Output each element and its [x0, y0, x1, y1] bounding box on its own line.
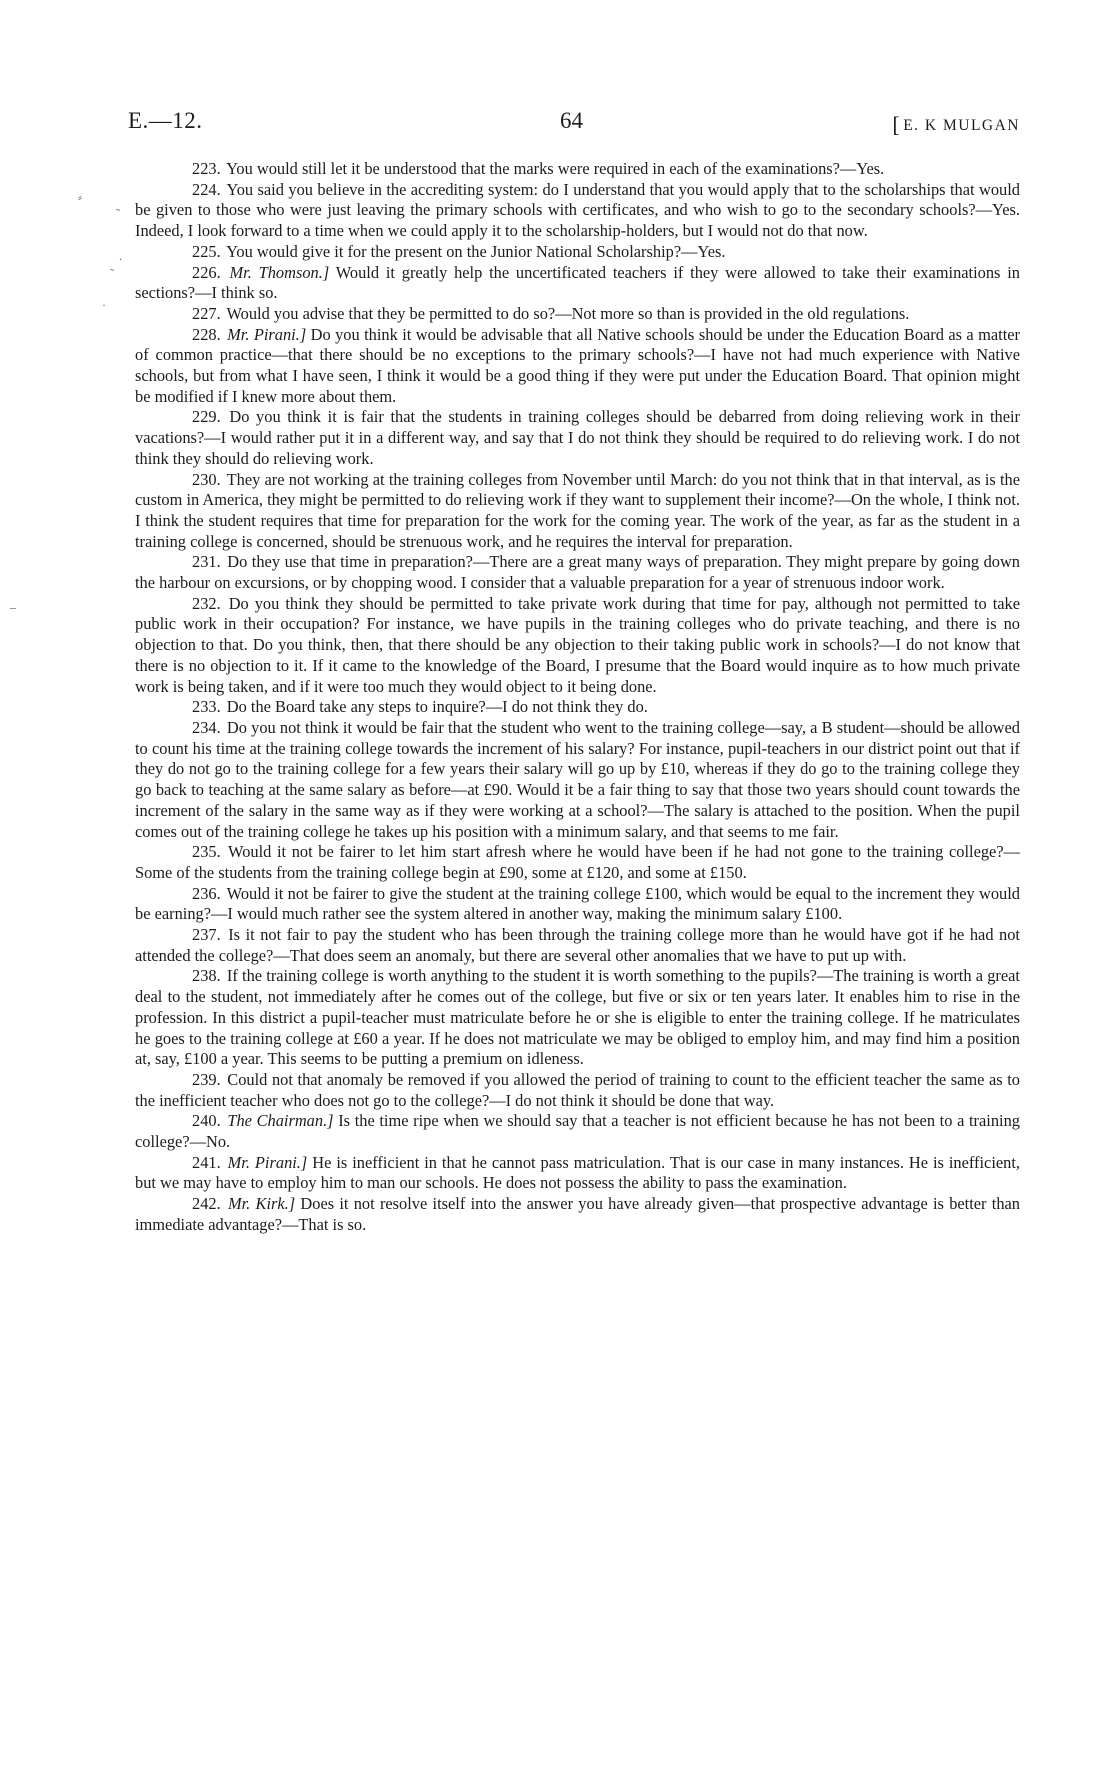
question-text: You would still let it be understood that the marks were required in each of the examinations?—Yes. [226, 159, 885, 178]
margin-mark: . [119, 249, 122, 263]
question-text: Do the Board take any steps to inquire?—I do not think they do. [226, 697, 648, 717]
question-text: Would it greatly help the uncertificated teachers if they were allowed to take their examinations in sections?—I think so. [135, 262, 1020, 303]
question-text: Would it not be fairer to give the student at the training college £100, which would be equal to the increment they would be earning?—I would much rather see the system altered in another way, making the minimum salary £100. [135, 883, 1020, 924]
speaker-label: Mr. Pirani.] [227, 1152, 308, 1172]
witness-name [892, 112, 1020, 138]
question-text: Does it not resolve itself into the answer you have already given—that prospective advantage is better than immediate advantage?—That is so. [135, 1194, 1020, 1234]
question-paragraph [135, 325, 1020, 408]
question-number: 231. [192, 552, 221, 572]
question-text: He is inefficient in that he cannot pass matriculation. That is our case in many instances. He is inefficient, but we may have to employ him to man our schools. He does not possess the ability to pass the examination. [135, 1152, 1021, 1193]
question-text: Do you think it is fair that the students in training colleges should be debarred from doing relieving work in their vacations?—I would rather put it in a different way, and say that I do not think they should be required to do relieving work. I do not think they should do relieving work. [135, 407, 1020, 468]
question-paragraph [135, 842, 1020, 883]
question-text: Is the time ripe when we should say that a teacher is not efficient because he has not been to a training college?—No. [135, 1111, 1020, 1152]
speaker-label: Mr. Pirani.] [227, 324, 307, 344]
margin-mark: ˜ [116, 206, 120, 220]
page-header [128, 108, 1020, 140]
question-text: Do you think they should be permitted to take private work during that time for pay, although not permitted to take public work in their occupation? For instance, we have pupils in the training colleges who do private teaching, and there is no objection to that. Do you think, then, that there should be any objection to their taking public work in schools?—I do not know that there is no objection to it. If it came to the knowledge of the Board, I presume that the Board would inquire as to how much private work is being taken, and if it were too much they would object to it being done. [135, 593, 1020, 696]
margin-mark: ⸗ [78, 190, 82, 204]
question-text: You said you believe in the accrediting system: do I understand that you would apply that to the scholarships that would be given to those who were just leaving the primary schools with certificates, and who wish to go to the secondary schools?—Yes. Indeed, I look forward to a time when we could apply it to the scholarship-holders, but I would not do that now. [135, 179, 1020, 241]
question-text: Would it not be fairer to let him start afresh where he would have been if he had not gone to the training college?—Some of the students from the training college begin at £90, some at £120, and some at £150. [135, 842, 1020, 882]
question-text: Do they use that time in preparation?—There are a great many ways of preparation. They might prepare by going down the harbour on excursions, or by chopping wood. I consider that a valuable preparation for a year of strenuous indoor work. [135, 552, 1020, 593]
speaker-label: Mr. Thomson.] [229, 262, 330, 282]
question-text: You would give it for the present on the Junior National Scholarship?—Yes. [226, 241, 726, 261]
question-number: 230. [192, 469, 221, 489]
question-number: 225. [192, 241, 221, 261]
question-number: 226. [192, 262, 221, 282]
question-number: 229. [192, 407, 221, 427]
question-number: 223. [192, 159, 221, 178]
question-paragraph [135, 1111, 1020, 1152]
question-paragraph [135, 718, 1020, 842]
question-paragraph [135, 1070, 1020, 1111]
question-number: 238. [192, 966, 221, 986]
question-paragraph [135, 552, 1020, 593]
question-number: 233. [192, 697, 221, 717]
question-number: 241. [192, 1152, 221, 1172]
question-text: Do you not think it would be fair that the student who went to the training college—say, a B student—should be allowed to count his time at the training college towards the increment of his salary? For instance, pupil-teachers in our district point out that if they do not go to the training college for a few years their salary will go up by £10, whereas if they do go to the training college they go back to teaching at the same salary as before—at £90. Would it be a fair thing to say that those two years should count towards the increment of the salary in the same way as if they were working at a school?—The salary is attached to the position. When the pupil comes out of the training college he takes up his position with a minimum salary, and that seems to me fair. [135, 717, 1020, 841]
question-text: Is it not fair to pay the student who has been through the training college more than he would have got if he had not attended the college?—That does seem an anomaly, but there are several other anomalies that we have to put up with. [135, 925, 1020, 965]
question-text: Do you think it would be advisable that all Native schools should be under the Education Board as a matter of common practice—that there should be no exceptions to the primary schools?—I have not had much experience with Native schools, but from what I have seen, I think it would be a good thing if they were put under the Education Board. That opinion might be modified if I knew more about them. [135, 324, 1020, 406]
question-number: 224. [192, 179, 221, 199]
question-text: They are not working at the training colleges from November until March: do you not think that in that interval, as is the custom in America, they might be permitted to do relieving work if they want to supplement their income?—On the whole, I think not. I think the student requires that time for preparation for the work for the coming year. The work of the year, as far as the student in a training college is concerned, should be strenuous work, and he requires the interval for preparation. [135, 469, 1021, 551]
speaker-label: The Chairman.] [227, 1111, 334, 1131]
margin-mark: · [102, 298, 106, 312]
question-paragraph [135, 470, 1020, 553]
question-number: 227. [192, 303, 221, 323]
question-paragraph [135, 180, 1020, 242]
question-number: 234. [192, 717, 221, 737]
question-paragraph [135, 263, 1020, 304]
question-paragraph [135, 1153, 1020, 1194]
question-number: 237. [192, 925, 221, 945]
question-number: 239. [192, 1069, 221, 1089]
question-paragraph [135, 159, 1020, 180]
question-number: 236. [192, 883, 221, 903]
margin-mark: ˜ [110, 266, 114, 280]
question-text: Could not that anomaly be removed if you allowed the period of training to count to the efficient teacher the same as to the inefficient teacher who does not go to the college?—I do not think it should be done that way. [135, 1069, 1020, 1110]
question-text: If the training college is worth anything to the student it is worth something to the pupils?—The training is worth a great deal to the student, not immediately after he comes out of the college, but five or six or ten years later. It enables him to rise in the profession. In this district a pupil-teacher must matriculate before he or she is eligible to enter the training college. If he matriculates he goes to the training college at £60 a year. If he does not matriculate we may be obliged to employ him, and may find him a position at, say, £100 a year. This seems to be putting a premium on idleness. [135, 966, 1020, 1069]
question-paragraph [135, 697, 1020, 718]
question-paragraph [135, 966, 1020, 1070]
question-number: 242. [192, 1194, 221, 1214]
report-code: E.—12. [128, 108, 203, 133]
margin-mark: – [10, 600, 16, 614]
question-number: 232. [192, 593, 221, 613]
question-paragraph [135, 884, 1020, 925]
question-number: 235. [192, 842, 221, 862]
question-number: 240. [192, 1111, 221, 1131]
witness-bracket: [ [892, 112, 902, 137]
question-paragraph [135, 925, 1020, 966]
question-text: Would you advise that they be permitted to do so?—Not more so than is provided in the old regulations. [226, 303, 910, 323]
question-number: 228. [192, 324, 221, 344]
testimony-body [135, 159, 1020, 1236]
question-paragraph [135, 242, 1020, 263]
question-paragraph [135, 407, 1020, 469]
question-paragraph [135, 594, 1020, 698]
question-paragraph [135, 304, 1020, 325]
question-paragraph [135, 1194, 1020, 1235]
witness-label: E. K MULGAN [903, 117, 1020, 134]
speaker-label: Mr. Kirk.] [227, 1194, 296, 1214]
page-number: 64 [560, 108, 583, 133]
